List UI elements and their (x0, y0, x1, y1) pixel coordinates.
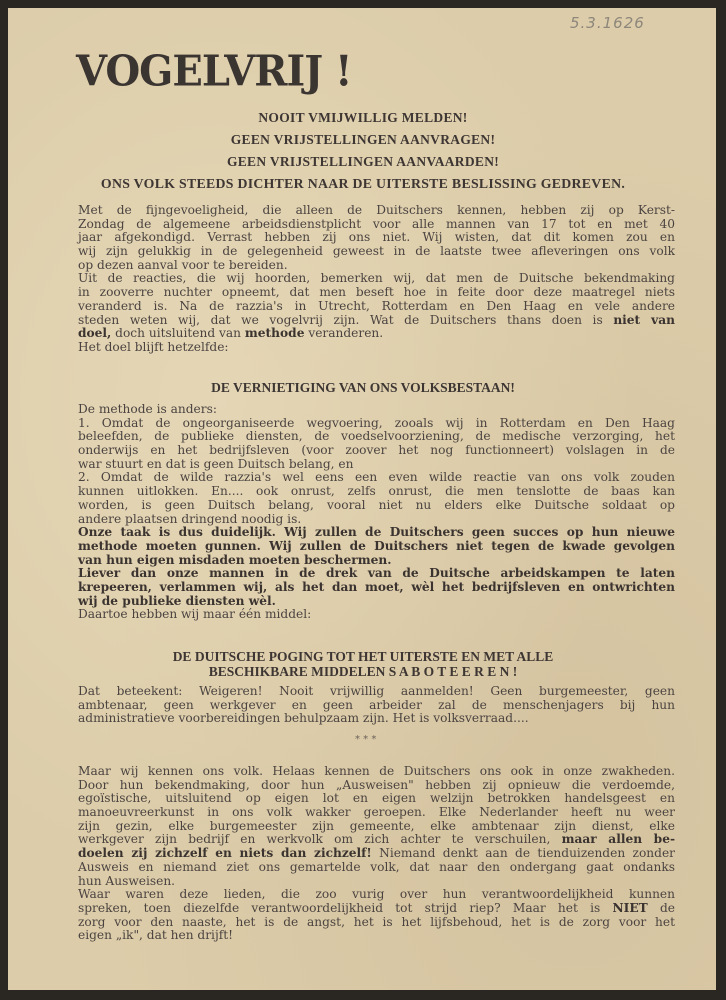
text: Daartoe hebben wij maar één middel: (78, 607, 312, 622)
bold-text: Onze taak is dus duidelijk. Wij zullen de Duitschers geen succes op hun nieuwe (78, 525, 675, 540)
text-line (78, 699, 675, 713)
text-line (78, 608, 675, 622)
text: Zondag de algemeene arbeidsdienstplicht voor alle mannen van 17 tot en met 40 (78, 216, 675, 231)
archive-stamp: 5.3.1626 (570, 14, 645, 32)
text-line (78, 833, 675, 847)
text-line (78, 806, 675, 820)
bold-text: Liever dan onze mannen in de drek van de Duitsche arbeidskampen te laten (78, 566, 675, 581)
text: de (647, 900, 675, 915)
text: Niemand denkt aan de tienduizenden zonder (371, 846, 675, 861)
text: op dezen aanval voor te bereiden. (78, 257, 288, 272)
text: 1. Omdat de ongeorganiseerde wegvoering, zooals wij in Rotterdam en Den Haag (78, 415, 675, 430)
paragraph-intro (78, 204, 675, 355)
text-line (78, 916, 675, 930)
text: administratieve voorbereidingen behulpzaam zijn. Het is volksverraad.... (78, 711, 529, 726)
paragraph-method (78, 403, 675, 622)
text-line (78, 430, 675, 444)
text: egoïstische, uitsluitend op eigen lot en eigen welzijn betrokken handelsgeest en (78, 791, 675, 806)
text: war stuurt en dat is geen Duitsch belang, en (78, 456, 354, 471)
text: beleefden, de publieke diensten, de voedselvoorziening, de medische verzorging, het (78, 429, 675, 444)
page-title: VOGELVRIJ ! (76, 46, 352, 97)
text-line (78, 513, 675, 527)
text-line (78, 902, 675, 916)
text: in zooverre nuchter opneemt, dat men beseft hoe in feite door deze maatregel niets (78, 285, 675, 300)
bold-text: wij de publieke diensten wèl. (78, 593, 276, 608)
paragraph-people (78, 765, 675, 943)
subheading: ONS VOLK STEEDS DICHTER NAAR DE UITERSTE BESLISSING GEDREVEN. (100, 176, 626, 191)
text-line (78, 245, 675, 259)
text-line (78, 231, 675, 245)
bold-text: maar allen be- (561, 832, 676, 847)
subheading: GEEN VRIJSTELLINGEN AANVRAGEN! (230, 132, 496, 147)
bold-text: doelen zij zichzelf en niets dan zichzelf! (78, 846, 372, 861)
text-line (78, 341, 675, 355)
text-line (78, 540, 675, 554)
bold-text: van hun eigen misdaden moeten beschermen. (78, 552, 392, 567)
text-line (78, 272, 675, 286)
text-line (78, 567, 675, 581)
text: Uit de reacties, die wij hoorden, bemerken wij, dat men de Duitsche bekendmaking (78, 271, 675, 286)
text-line (78, 929, 675, 943)
text-line (78, 595, 675, 609)
text: werkgever zijn bedrijf en werkvolk om zich achter te verschuilen, (78, 832, 562, 847)
text-line (78, 471, 675, 485)
text-line (78, 765, 675, 779)
text-line (78, 554, 675, 568)
text: De methode is anders: (78, 402, 217, 416)
text-line (78, 875, 675, 889)
bold-text: methode moeten gunnen. Wij zullen de Duitschers niet tegen de kwade gevolgen (78, 538, 675, 553)
text-line (78, 327, 675, 341)
subheading: GEEN VRIJSTELLINGEN AANVAARDEN! (226, 154, 500, 169)
text: hun Ausweisen. (78, 873, 176, 888)
bold-text: methode (244, 326, 305, 341)
text-line (78, 204, 675, 218)
text: doch uitsluitend van (111, 326, 245, 341)
paragraph-meaning (78, 685, 675, 726)
bold-text: krepeeren, verlammen wij, als het dan moet, wèl het bedrijfsleven en ontwrichten (78, 579, 675, 594)
text-line (78, 300, 675, 314)
bold-text: doel, (78, 326, 112, 341)
text: ambtenaar, geen werkgever en geen arbeider zal de menschenjagers bij hun (78, 697, 675, 712)
text-line (78, 417, 675, 431)
text-line (78, 847, 675, 861)
text-line (78, 458, 675, 472)
text: jaar afgekondigd. Verrast hebben zij ons niet. Wij wisten, dat dit komen zou en (78, 230, 675, 245)
text: manoeuvreerkunst in ons volk wakker geroepen. Elke Nederlander heeft nu weer (78, 805, 675, 820)
text-line (78, 792, 675, 806)
text-line (78, 403, 675, 417)
section-heading: BESCHIKBARE MIDDELEN S A B O T E E R E N ! (208, 664, 518, 679)
text-line (78, 314, 675, 328)
text: steden weten wij, dat we vogelvrij zijn. Wat de Duitschers thans doen is (78, 312, 614, 327)
bold-text: niet van (613, 312, 675, 327)
text-line (78, 444, 675, 458)
text-line (78, 888, 675, 902)
text-line (78, 485, 675, 499)
text-line (78, 779, 675, 793)
text-line (78, 259, 675, 273)
text: Met de fijngevoeligheid, die alleen de Duitschers kennen, hebben zij op Kerst- (78, 203, 675, 217)
text: veranderen. (304, 326, 384, 341)
text-line (78, 581, 675, 595)
text-line (78, 526, 675, 540)
text-line (78, 218, 675, 232)
text: worden, is geen Duitsch belang, vooral niet nu elders elke Duitsche soldaat op (78, 497, 675, 512)
text: onderwijs en het bedrijfsleven (voor zoover het nog functionneert) volslagen in de (78, 443, 675, 458)
text: andere plaatsen dringend noodig is. (78, 511, 302, 526)
text: Het doel blijft hetzelfde: (78, 339, 229, 354)
text: Door hun bekendmaking, door hun „Ausweisen" hebben zij opnieuw die verdoemde, (78, 777, 675, 792)
text: Dat beteekent: Weigeren! Nooit vrijwillig aanmelden! Geen burgemeester, geen (78, 684, 675, 698)
text: kunnen uitlokken. En.... ook onrust, zelfs onrust, die men tenslotte de baas kan (78, 484, 675, 499)
text-line (78, 499, 675, 513)
subheading: NOOIT VMIJWILLIG MELDEN! (258, 110, 468, 125)
text: spreken, toen diezelfde verantwoordelijkheid tot strijd riep? Maar het is (78, 900, 613, 915)
text-line (78, 712, 675, 726)
text-line (78, 820, 675, 834)
text: eigen „ik", dat hen drijft! (78, 928, 234, 943)
text-line (78, 685, 675, 699)
text-line (78, 286, 675, 300)
text: Waar waren deze lieden, die zoo vurig over hun verantwoordelijkheid kunnen (78, 887, 675, 902)
text: Maar wij kennen ons volk. Helaas kennen de Duitschers ons ook in onze zwakheden. (78, 764, 675, 778)
text: veranderd is. Na de razzia's in Utrecht, Rotterdam en Den Haag en vele andere (78, 298, 675, 313)
text: 2. Omdat de wilde razzia's wel eens een even wilde reactie van ons volk zouden (78, 470, 675, 485)
text: Ausweis en niemand ziet ons gemartelde volk, dat naar den ondergang gaat ondanks (78, 859, 675, 874)
text: zorg voor den naaste, het is de angst, het is het lijfsbehoud, het is de zorg voor het (78, 914, 675, 929)
section-heading: DE VERNIETIGING VAN ONS VOLKSBESTAAN! (211, 380, 515, 395)
text: zijn gezin, elke burgemeester zijn gemeente, elke ambtenaar zijn dienst, elke (78, 818, 675, 833)
bold-text: NIET (612, 900, 648, 915)
text-line (78, 861, 675, 875)
section-heading: DE DUITSCHE POGING TOT HET UITERSTE EN MET ALLE (172, 649, 554, 664)
text: wij zijn gelukkig in de gelegenheid geweest in de laatste twee afleveringen ons volk (78, 244, 675, 259)
separator-stars: * * * (355, 734, 377, 745)
